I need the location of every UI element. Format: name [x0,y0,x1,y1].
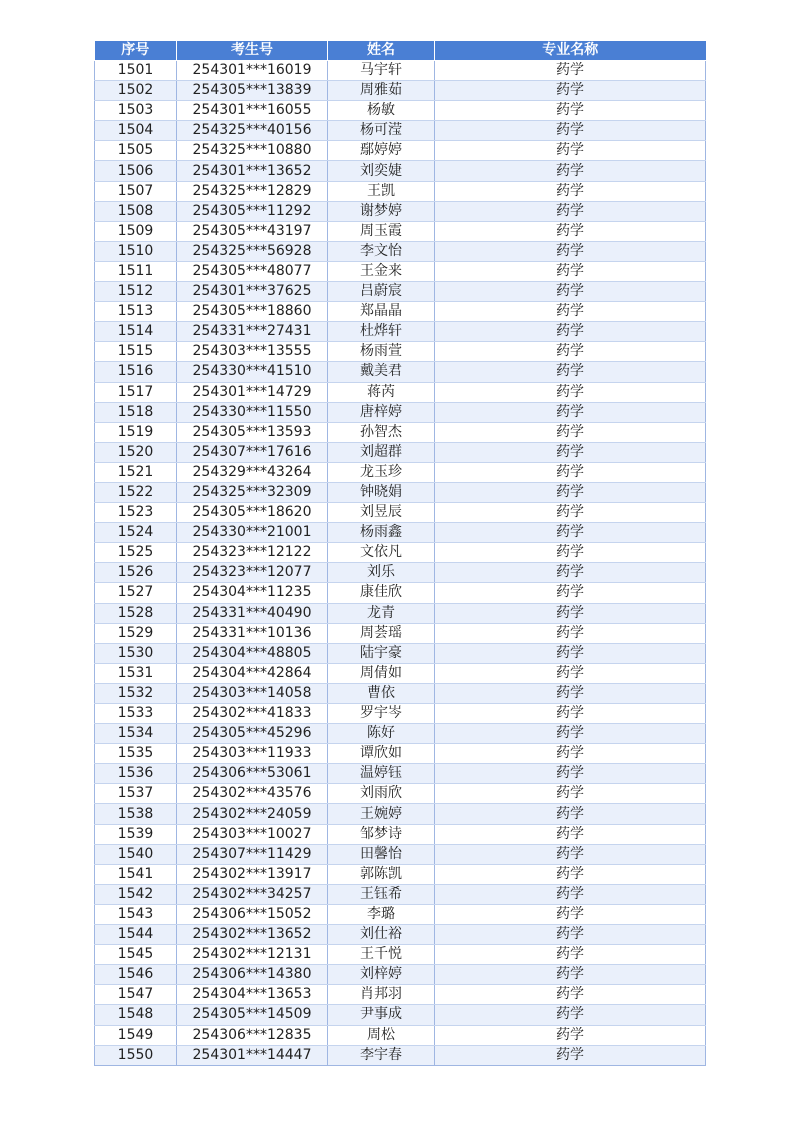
cell-exam-id: 254303***10027 [177,824,328,844]
table-row [95,402,706,422]
cell-name: 唐梓婷 [328,402,435,422]
table-row [95,121,706,141]
cell-seq: 1548 [95,1005,177,1025]
cell-seq: 1546 [95,965,177,985]
table-row [95,704,706,724]
cell-seq: 1541 [95,864,177,884]
cell-exam-id: 254331***40490 [177,603,328,623]
cell-exam-id: 254330***11550 [177,402,328,422]
cell-seq: 1540 [95,844,177,864]
cell-name: 刘仕裕 [328,925,435,945]
cell-seq: 1530 [95,643,177,663]
cell-exam-id: 254305***13593 [177,422,328,442]
cell-exam-id: 254302***24059 [177,804,328,824]
cell-name: 钟晓娟 [328,482,435,502]
cell-seq: 1521 [95,462,177,482]
cell-name: 孙智杰 [328,422,435,442]
table-row [95,1045,706,1065]
cell-seq: 1508 [95,201,177,221]
table-row [95,1005,706,1025]
cell-name: 陈好 [328,724,435,744]
cell-seq: 1507 [95,181,177,201]
table-row [95,864,706,884]
cell-major: 药学 [435,824,706,844]
cell-name: 王婉婷 [328,804,435,824]
cell-name: 周玉霞 [328,221,435,241]
cell-exam-id: 254305***18860 [177,302,328,322]
cell-major: 药学 [435,663,706,683]
cell-name: 杨雨鑫 [328,523,435,543]
table-row [95,322,706,342]
cell-major: 药学 [435,583,706,603]
cell-major: 药学 [435,322,706,342]
cell-seq: 1518 [95,402,177,422]
cell-exam-id: 254306***15052 [177,904,328,924]
cell-name: 李璐 [328,904,435,924]
cell-exam-id: 254302***43576 [177,784,328,804]
table-row [95,221,706,241]
cell-name: 李文怡 [328,241,435,261]
cell-major: 药学 [435,121,706,141]
cell-exam-id: 254305***18620 [177,503,328,523]
cell-major: 药学 [435,382,706,402]
table-row [95,161,706,181]
cell-name: 杨雨萱 [328,342,435,362]
cell-major: 药学 [435,844,706,864]
cell-name: 马宇轩 [328,61,435,81]
table-row [95,1025,706,1045]
table-row [95,824,706,844]
cell-major: 药学 [435,764,706,784]
table-row [95,543,706,563]
table-row [95,884,706,904]
table-row [95,81,706,101]
cell-name: 陆宇豪 [328,643,435,663]
cell-exam-id: 254303***14058 [177,683,328,703]
table-row [95,181,706,201]
table-row [95,965,706,985]
header-exam-id: 考生号 [177,41,328,61]
cell-exam-id: 254325***12829 [177,181,328,201]
cell-major: 药学 [435,744,706,764]
cell-major: 药学 [435,965,706,985]
cell-name: 田馨怡 [328,844,435,864]
table-row [95,603,706,623]
cell-seq: 1550 [95,1045,177,1065]
cell-exam-id: 254302***34257 [177,884,328,904]
cell-seq: 1528 [95,603,177,623]
cell-major: 药学 [435,261,706,281]
cell-exam-id: 254307***17616 [177,442,328,462]
table-row [95,663,706,683]
cell-seq: 1510 [95,241,177,261]
cell-major: 药学 [435,141,706,161]
cell-name: 刘昱辰 [328,503,435,523]
cell-major: 药学 [435,623,706,643]
cell-major: 药学 [435,784,706,804]
table-row [95,724,706,744]
cell-name: 肖邦羽 [328,985,435,1005]
header-major: 专业名称 [435,41,706,61]
table-row [95,302,706,322]
cell-seq: 1513 [95,302,177,322]
cell-seq: 1525 [95,543,177,563]
cell-exam-id: 254303***11933 [177,744,328,764]
cell-exam-id: 254301***13652 [177,161,328,181]
cell-seq: 1532 [95,683,177,703]
table-row [95,282,706,302]
cell-name: 康佳欣 [328,583,435,603]
cell-major: 药学 [435,342,706,362]
cell-major: 药学 [435,563,706,583]
cell-name: 郑晶晶 [328,302,435,322]
table-row [95,683,706,703]
cell-exam-id: 254303***13555 [177,342,328,362]
cell-seq: 1512 [95,282,177,302]
cell-seq: 1545 [95,945,177,965]
cell-exam-id: 254307***11429 [177,844,328,864]
cell-exam-id: 254330***41510 [177,362,328,382]
cell-major: 药学 [435,864,706,884]
cell-major: 药学 [435,503,706,523]
table-row [95,844,706,864]
cell-seq: 1524 [95,523,177,543]
cell-seq: 1542 [95,884,177,904]
cell-name: 杜烨轩 [328,322,435,342]
cell-name: 刘超群 [328,442,435,462]
header-name: 姓名 [328,41,435,61]
cell-exam-id: 254305***11292 [177,201,328,221]
cell-name: 王金来 [328,261,435,281]
cell-major: 药学 [435,925,706,945]
cell-exam-id: 254301***14729 [177,382,328,402]
cell-major: 药学 [435,482,706,502]
cell-seq: 1526 [95,563,177,583]
cell-seq: 1549 [95,1025,177,1045]
cell-name: 刘奕婕 [328,161,435,181]
table-row [95,744,706,764]
cell-major: 药学 [435,1005,706,1025]
cell-seq: 1501 [95,61,177,81]
cell-exam-id: 254302***13917 [177,864,328,884]
cell-seq: 1544 [95,925,177,945]
cell-seq: 1537 [95,784,177,804]
table-row [95,422,706,442]
table-row [95,382,706,402]
table-row [95,784,706,804]
cell-major: 药学 [435,201,706,221]
cell-major: 药学 [435,442,706,462]
table-row [95,563,706,583]
cell-major: 药学 [435,543,706,563]
cell-major: 药学 [435,704,706,724]
cell-name: 周松 [328,1025,435,1045]
cell-seq: 1531 [95,663,177,683]
table-row [95,261,706,281]
cell-name: 刘乐 [328,563,435,583]
table-row [95,482,706,502]
cell-name: 鄢婷婷 [328,141,435,161]
cell-exam-id: 254323***12077 [177,563,328,583]
cell-major: 药学 [435,1045,706,1065]
table-row [95,342,706,362]
cell-name: 刘雨欣 [328,784,435,804]
cell-seq: 1538 [95,804,177,824]
cell-name: 尹事成 [328,1005,435,1025]
cell-name: 杨可滢 [328,121,435,141]
cell-exam-id: 254323***12122 [177,543,328,563]
table-row [95,362,706,382]
cell-seq: 1502 [95,81,177,101]
cell-name: 周倩如 [328,663,435,683]
cell-major: 药学 [435,422,706,442]
cell-exam-id: 254306***12835 [177,1025,328,1045]
cell-name: 谢梦婷 [328,201,435,221]
table-row [95,61,706,81]
cell-major: 药学 [435,603,706,623]
cell-major: 药学 [435,643,706,663]
cell-name: 邹梦诗 [328,824,435,844]
table-row [95,523,706,543]
cell-seq: 1533 [95,704,177,724]
cell-name: 周荟瑶 [328,623,435,643]
cell-name: 罗宇岑 [328,704,435,724]
table-row [95,201,706,221]
table-row [95,503,706,523]
table-header [95,41,706,61]
cell-seq: 1527 [95,583,177,603]
cell-major: 药学 [435,985,706,1005]
cell-name: 吕蔚宸 [328,282,435,302]
cell-major: 药学 [435,161,706,181]
cell-name: 王凯 [328,181,435,201]
cell-exam-id: 254304***42864 [177,663,328,683]
cell-seq: 1519 [95,422,177,442]
cell-seq: 1509 [95,221,177,241]
cell-exam-id: 254305***48077 [177,261,328,281]
cell-exam-id: 254304***48805 [177,643,328,663]
table-row [95,141,706,161]
cell-name: 刘梓婷 [328,965,435,985]
header-seq: 序号 [95,41,177,61]
table-row [95,583,706,603]
cell-exam-id: 254302***13652 [177,925,328,945]
table-row [95,764,706,784]
cell-seq: 1516 [95,362,177,382]
cell-exam-id: 254301***14447 [177,1045,328,1065]
cell-major: 药学 [435,402,706,422]
cell-exam-id: 254331***10136 [177,623,328,643]
cell-seq: 1534 [95,724,177,744]
cell-name: 郭陈凯 [328,864,435,884]
cell-exam-id: 254306***53061 [177,764,328,784]
cell-major: 药学 [435,884,706,904]
cell-seq: 1506 [95,161,177,181]
cell-major: 药学 [435,1025,706,1045]
cell-name: 戴美君 [328,362,435,382]
cell-seq: 1522 [95,482,177,502]
cell-name: 温婷钰 [328,764,435,784]
cell-seq: 1543 [95,904,177,924]
cell-exam-id: 254301***16055 [177,101,328,121]
cell-exam-id: 254331***27431 [177,322,328,342]
table-body [95,61,706,1066]
cell-exam-id: 254304***13653 [177,985,328,1005]
cell-seq: 1504 [95,121,177,141]
cell-major: 药学 [435,724,706,744]
table-row [95,804,706,824]
cell-major: 药学 [435,282,706,302]
cell-major: 药学 [435,101,706,121]
cell-seq: 1511 [95,261,177,281]
cell-name: 王千悦 [328,945,435,965]
table-row [95,462,706,482]
cell-seq: 1503 [95,101,177,121]
cell-exam-id: 254305***43197 [177,221,328,241]
cell-major: 药学 [435,241,706,261]
table-row [95,904,706,924]
cell-seq: 1515 [95,342,177,362]
cell-seq: 1514 [95,322,177,342]
table-row [95,643,706,663]
table-row [95,623,706,643]
cell-major: 药学 [435,221,706,241]
cell-seq: 1517 [95,382,177,402]
table-row [95,101,706,121]
cell-major: 药学 [435,181,706,201]
table-row [95,985,706,1005]
table-row [95,241,706,261]
cell-name: 龙青 [328,603,435,623]
cell-exam-id: 254305***45296 [177,724,328,744]
table-row [95,442,706,462]
cell-name: 文依凡 [328,543,435,563]
cell-seq: 1520 [95,442,177,462]
cell-exam-id: 254329***43264 [177,462,328,482]
cell-seq: 1523 [95,503,177,523]
cell-major: 药学 [435,804,706,824]
cell-major: 药学 [435,523,706,543]
cell-exam-id: 254304***11235 [177,583,328,603]
cell-major: 药学 [435,683,706,703]
cell-exam-id: 254301***16019 [177,61,328,81]
cell-major: 药学 [435,945,706,965]
student-table [94,41,706,1066]
cell-exam-id: 254302***12131 [177,945,328,965]
cell-exam-id: 254325***10880 [177,141,328,161]
cell-seq: 1547 [95,985,177,1005]
cell-name: 蒋芮 [328,382,435,402]
cell-major: 药学 [435,362,706,382]
header-row [95,41,706,61]
cell-exam-id: 254325***56928 [177,241,328,261]
cell-exam-id: 254302***41833 [177,704,328,724]
cell-exam-id: 254330***21001 [177,523,328,543]
cell-name: 王钰希 [328,884,435,904]
cell-exam-id: 254325***40156 [177,121,328,141]
cell-name: 杨敏 [328,101,435,121]
cell-exam-id: 254301***37625 [177,282,328,302]
cell-major: 药学 [435,462,706,482]
cell-name: 曹依 [328,683,435,703]
cell-exam-id: 254305***14509 [177,1005,328,1025]
cell-seq: 1536 [95,764,177,784]
cell-name: 李宇春 [328,1045,435,1065]
cell-name: 龙玉珍 [328,462,435,482]
cell-major: 药学 [435,61,706,81]
cell-seq: 1529 [95,623,177,643]
cell-seq: 1535 [95,744,177,764]
cell-exam-id: 254306***14380 [177,965,328,985]
table-row [95,925,706,945]
cell-major: 药学 [435,302,706,322]
cell-major: 药学 [435,81,706,101]
cell-seq: 1505 [95,141,177,161]
cell-exam-id: 254325***32309 [177,482,328,502]
cell-name: 周雅茹 [328,81,435,101]
table-row [95,945,706,965]
cell-exam-id: 254305***13839 [177,81,328,101]
cell-seq: 1539 [95,824,177,844]
cell-name: 谭欣如 [328,744,435,764]
admission-list [94,41,705,1066]
cell-major: 药学 [435,904,706,924]
